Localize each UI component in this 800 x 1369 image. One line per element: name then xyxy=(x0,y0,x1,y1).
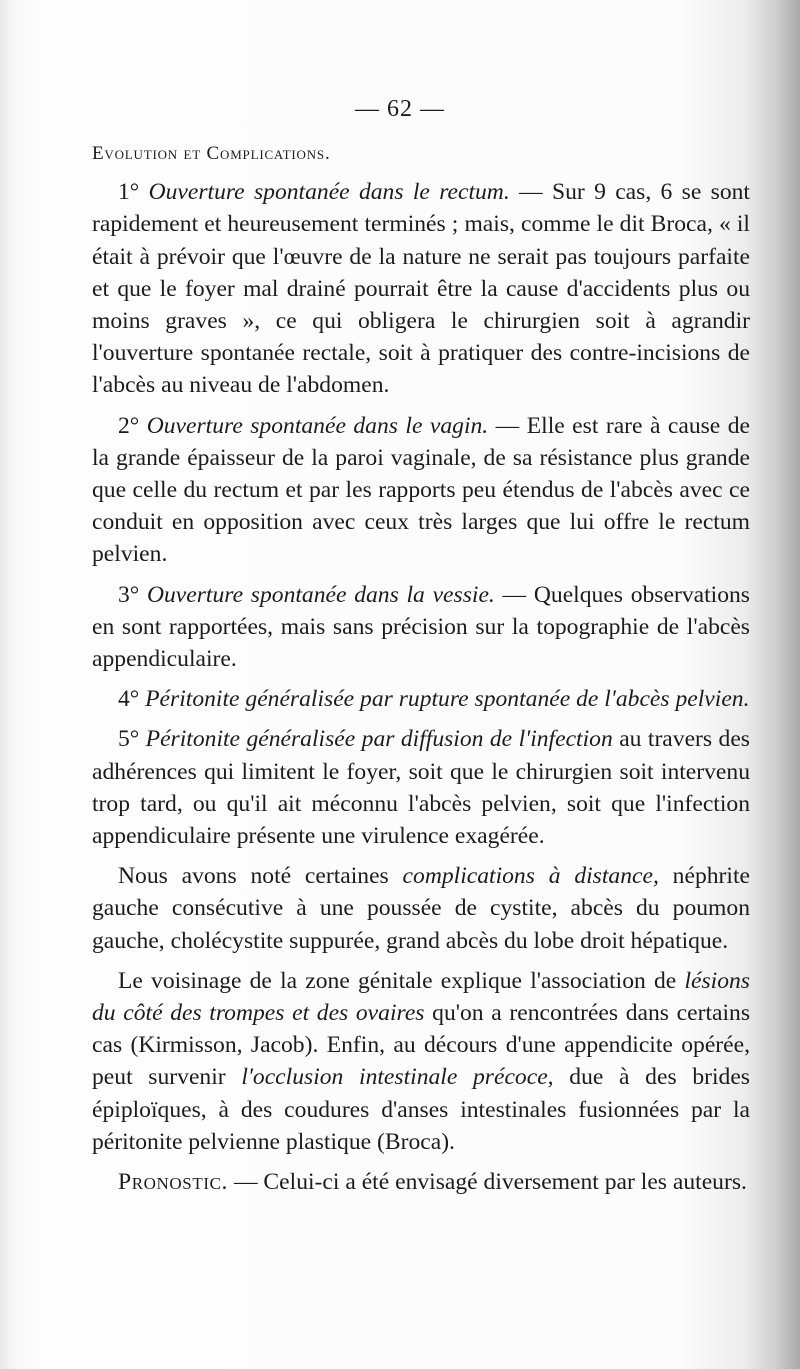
item-heading: Ouverture spontanée dans le vagin. xyxy=(146,412,489,439)
text-run: due à des brides épiploïques, à des coudures d'anses intestinales fusionnées par la péritonite pelvienne plastique (Broca). xyxy=(92,1064,750,1155)
paragraph-complications-distance xyxy=(92,860,750,957)
paragraph-voisinage xyxy=(92,965,750,1158)
paragraph-vagin xyxy=(92,410,750,571)
item-text: — Elle est rare à cause de la grande épaisseur de la paroi vaginale, de sa résistance plus grande que celle du rectum et par les rapports peu étendus de l'abcès avec ce conduit en opposition avec ceux très larges que lui offre le rectum pelvien. xyxy=(92,412,750,568)
italic-run: complications à distance, xyxy=(402,863,659,890)
paragraph-peritonite-rupture xyxy=(92,683,750,715)
paragraph-rectum xyxy=(92,176,750,401)
item-heading: Péritonite généralisée par rupture spontanée de l'abcès pelvien. xyxy=(145,686,750,713)
item-number: 3° xyxy=(118,581,140,608)
item-text: — Sur 9 cas, 6 se sont rapidement et heureusement terminés ; mais, comme le dit Broca, « il était à prévoir que l'œuvre de la nature ne serait pas toujours parfaite et que le foyer mal drainé pourrait être la cause d'accidents plus ou moins graves », ce qui obligera le chirurgien soit à agrandir l'ouverture spontanée rectale, soit à pratiquer des contre-incisions de l'abcès au niveau de l'abdomen. xyxy=(92,179,750,399)
item-number: 5° xyxy=(118,726,140,753)
pronostic-label: Pronostic. xyxy=(118,1169,229,1196)
text-run: qu'on a rencontrées dans certains cas (Kirmisson, Jacob). Enfin, au décours d'une appendicite opérée, peut survenir xyxy=(92,1000,751,1091)
item-text: — Quelques observations en sont rapportées, mais sans précision sur la topographie de l'abcès appendiculaire. xyxy=(92,581,750,673)
paragraph-peritonite-diffusion xyxy=(92,723,750,852)
item-heading: Péritonite généralisée par diffusion de l'infection xyxy=(145,726,613,753)
item-number: 4° xyxy=(118,686,140,713)
item-number: 1° xyxy=(118,179,140,206)
body-text xyxy=(92,138,750,1198)
paragraph-vessie xyxy=(92,579,750,676)
page-number: — 62 — xyxy=(355,96,445,122)
item-number: 2° xyxy=(118,412,140,439)
item-heading: Ouverture spontanée dans la vessie. xyxy=(146,581,495,608)
italic-run: l'occlusion intestinale précoce, xyxy=(241,1064,554,1091)
italic-run: lésions du côté des trompes et des ovaires xyxy=(92,967,750,1027)
item-text: — Celui-ci a été envisagé diversement par les auteurs. xyxy=(233,1169,747,1196)
text-run: néphrite gauche consécutive à une poussée de cystite, abcès du poumon gauche, cholécystite suppurée, grand abcès du lobe droit hépatique. xyxy=(92,863,750,954)
text-run: Nous avons noté certaines xyxy=(118,863,389,890)
text-run: Le voisinage de la zone génitale explique l'association de xyxy=(118,967,677,994)
section-title: Evolution et Complications. xyxy=(92,143,331,164)
item-text: au travers des adhérences qui limitent le foyer, soit que le chirurgien soit intervenu trop tard, ou qu'il ait méconnu l'abcès pelvien, soit que l'infection appendiculaire présente une virulence exagérée. xyxy=(92,726,750,850)
item-heading: Ouverture spontanée dans le rectum. xyxy=(148,179,510,206)
paragraph-pronostic xyxy=(92,1166,750,1198)
